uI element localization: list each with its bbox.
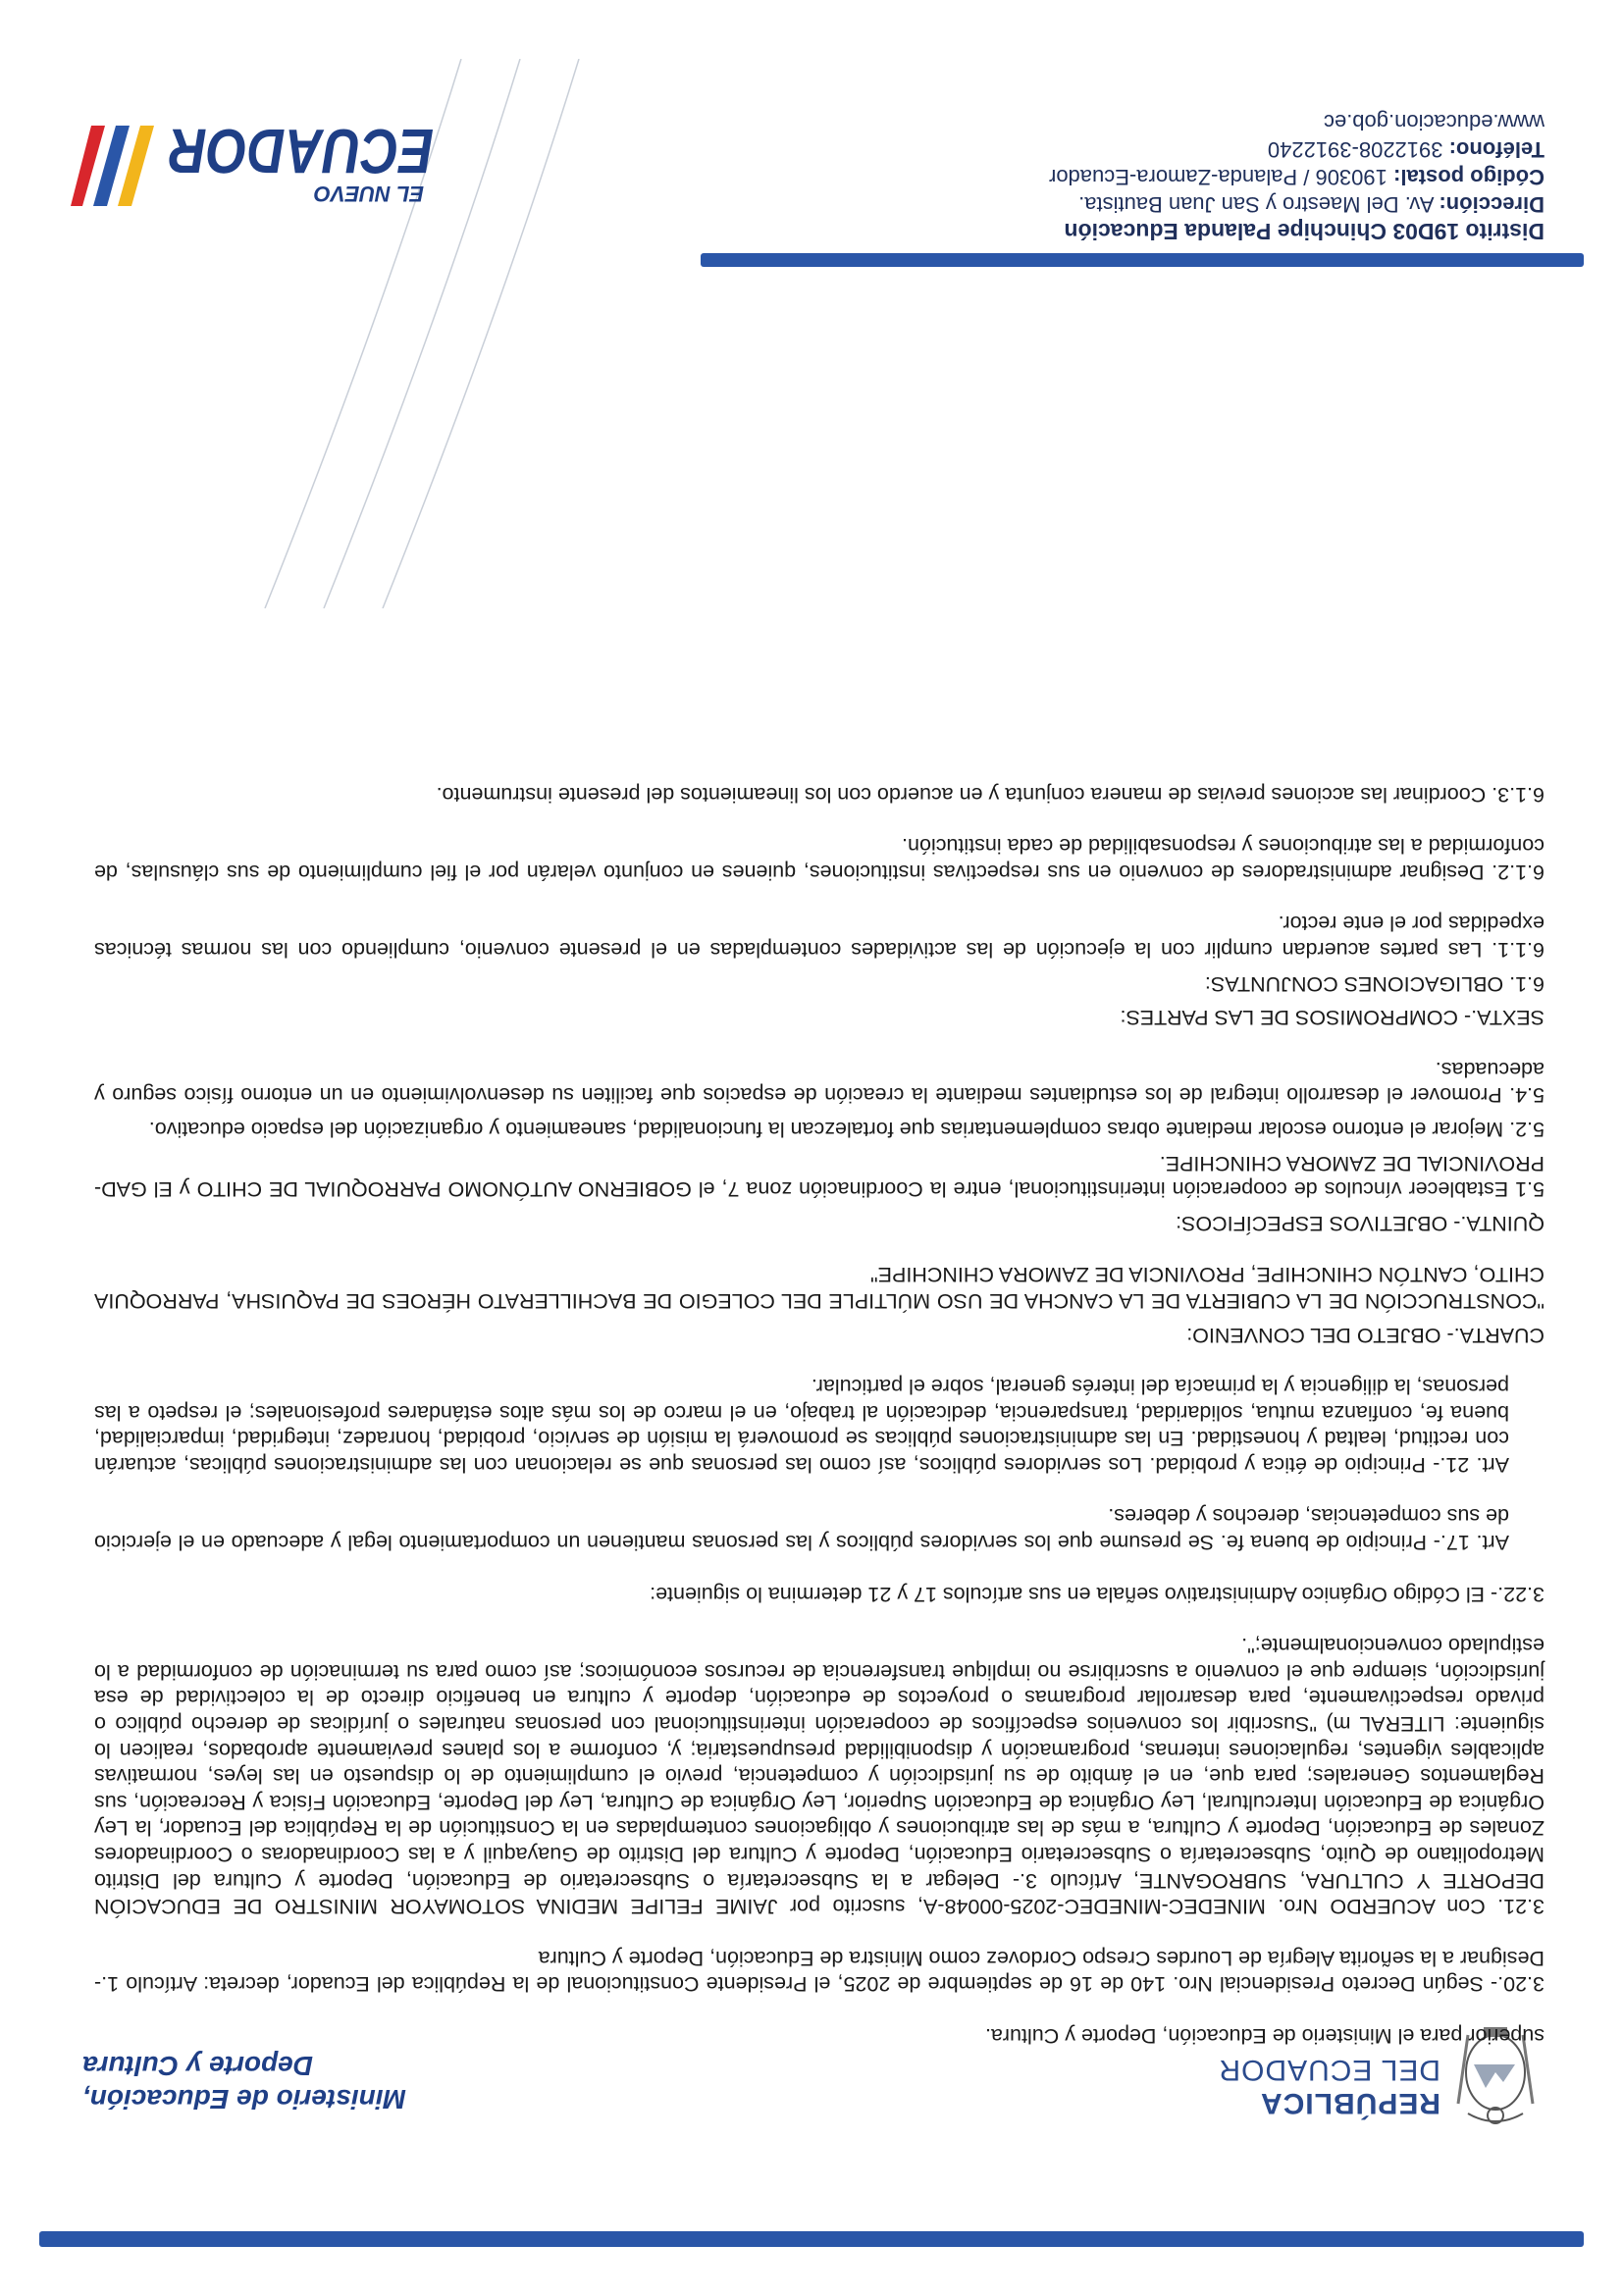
section-heading: 6.1. OBLIGACIONES CONJUNTAS: (1204, 971, 1544, 996)
section-heading: QUINTA.- OBJETIVOS ESPECÍFICOS: (1176, 1211, 1544, 1235)
paragraph: 5.4. Promover el desarrollo integral de los estudiantes mediante la creación de espacios que faciliten su desenvolvimiento en un entorno físico seguro y adecuadas. (94, 1057, 1544, 1108)
district-info (1049, 108, 1544, 245)
ministry-line-1: Ministerio de Educación, (82, 2084, 406, 2114)
paragraph: 3.20.- Según Decreto Presidencial Nro. 140 de 16 de septiembre de 2025, el Presidente Constitucional de la República del Ecuador, decreta: Artículo 1.- Designar a la señorita Alegría de Lourdes Crespo Cordovez como Ministra de Educación, Deporte y Cultura (94, 1946, 1544, 1997)
paragraph: 5.2. Mejorar el entorno escolar mediante obras complementarias que fortalezcan la funcionalidad, saneamiento y organización del espacio educativo. (148, 1117, 1544, 1141)
phone-line (1049, 135, 1544, 163)
logo-small-text: EL NUEVO (313, 182, 424, 206)
section-heading: CUARTA.- OBJETO DEL CONVENIO: (1186, 1323, 1544, 1347)
address-value: Av. Del Maestro y San Juan Bautista. (1078, 192, 1435, 217)
ministry-name (82, 2049, 406, 2115)
paragraph: 6.1.1. Las partes acuerdan cumplir con la ejecución de las actividades contempladas en el presente convenio, cumpliendo con las normas técnicas expedidas por el ente rector. (94, 912, 1544, 962)
country-name: REPÚBLICA (1259, 2087, 1440, 2119)
document-body (94, 756, 1544, 2049)
website: www.educacion.gob.ec (1323, 110, 1544, 134)
paragraph: superior para el Ministerio de Educación, Deporte y Cultura. (984, 2024, 1544, 2048)
paragraph: "CONSTRUCCIÓN DE LA CUBIERTA DE LA CANCHA DE USO MÚLTIPLE DEL COLEGIO DE BACHILLERATO HÉROES DE PAQUISHA, PARROQUIA CHITO, CANTÓN CHINCHIPE, PROVINCIA DE ZAMORA CHINCHIPE" (94, 1263, 1544, 1313)
paragraph: 6.1.3. Coordinar las acciones previas de manera conjunta y en acuerdo con los lineamientos del presente instrumento. (436, 782, 1544, 807)
postal-value: 190306 / Palanda-Zamora-Ecuador (1049, 165, 1387, 189)
paragraph: 6.1.2. Designar administradores de convenio en sus respectivas instituciones, quienes en conjunto velarán por el fiel cumplimiento de sus cláusulas, de conformidad a las atribuciones y responsabilidad de cada institución. (94, 834, 1544, 884)
el-nuevo-ecuador-logo (71, 112, 463, 220)
paragraph: 3.22.- El Código Orgánico Administrativo señala en sus artículos 17 y 21 determina lo siguiente: (650, 1582, 1544, 1606)
section-heading: SEXTA.- COMPROMISOS DE LAS PARTES: (1120, 1006, 1544, 1030)
ministry-line-2: Deporte y Cultura (82, 2051, 313, 2081)
country-name-2: DEL ECUADOR (1218, 2054, 1440, 2086)
paragraph: Art. 21.- Principio de ética y probidad. Los servidores públicos, así como las personas que se relacionan con las administraciones públicas, actuarán con rectitud, lealtad y honestidad. En las administraciones públicas se promoverá la misión de servicio, probidad, honradez, integridad, imparcialidad, buena fe, confianza mutua, solidaridad, transparencia, dedicación al trabajo, en el marco de los más altos estándares profesionales; el respeto a las personas, la diligencia y la primacía del interés general, sobre el particular. (94, 1375, 1509, 1477)
paragraph: 3.21. Con ACUERDO Nro. MINEDEC-MINEDEC-2025-00048-A, suscrito por JAIME FELIPE MEDINA SOTOMAYOR MINISTRO DE EDUCACIÓN DEPORTE Y CULTURA, SUBROGANTE, Artículo 3.- Delegar a la Subsecretaría o Subsecretario de Educación, Deporte y Cultura del Distrito Metropolitano de Quito, Subsecretaría o Subsecretario Educación, Deporte y Cultura del Distrito de Guayaquil y a las Coordinadoras o Coordinadores Zonales de Educación, Deporte y Cultura, a más de las atribuciones y obligaciones contempladas en la Constitución de la República del Ecuador, la Ley Orgánica de Educación Intercultural, Ley Orgánica de Educación Superior, Ley Orgánica de Cultura, Ley del Deporte, Educación Física y Recreación, sus Reglamentos Generales; para que, en el ámbito de su jurisdicción y competencia, previo el cumplimiento de lo dispuesto en las leyes, normativas aplicables vigentes, regulaciones internas, programación y disponibilidad presupuestaria; y, conforme a los planes previamente aprobados, realicen lo siguiente: LITERAL m) "Suscribir los convenios específicos de cooperación interinstitucional con personas naturales o jurídicas de derecho público o privado respectivamente, para desarrollar programas o proyectos de educación, deporte y cultura en beneficio directo de la colectividad de esa jurisdicción, siempre que el convenio a suscribirse no implique transferencia de recursos económicos; así como para su terminación de conformidad a lo estipulado convencionalmente;". (94, 1634, 1544, 1919)
logo-big-text: ECUADOR (169, 116, 434, 186)
phone-label: Teléfono: (1448, 137, 1544, 162)
address-label: Dirección: (1439, 192, 1544, 217)
footer-rule (701, 253, 1584, 267)
paragraph: Art. 17.- Principio de buena fe. Se presume que los servidores públicos y las personas mantienen un comportamiento legal y adecuado en el ejercicio de sus competencias, derechos y deberes. (94, 1504, 1509, 1555)
paragraph: 5.1 Establecer vínculos de cooperación interinstitucional, entre la Coordinación zona 7, el GOBIERNO AUTÓNOMO PARROQUIAL DE CHITO y El GAD-PROVINCIAL DE ZAMORA CHINCHIPE. (94, 1151, 1544, 1202)
postal-line (1049, 163, 1544, 190)
phone-value: 3912208-3912240 (1267, 137, 1443, 162)
district-name: Distrito 19D03 Chinchipe Palanda Educación (1064, 219, 1544, 244)
postal-label: Código postal: (1393, 165, 1544, 189)
header-rule (39, 2231, 1584, 2247)
address-line (1049, 190, 1544, 218)
